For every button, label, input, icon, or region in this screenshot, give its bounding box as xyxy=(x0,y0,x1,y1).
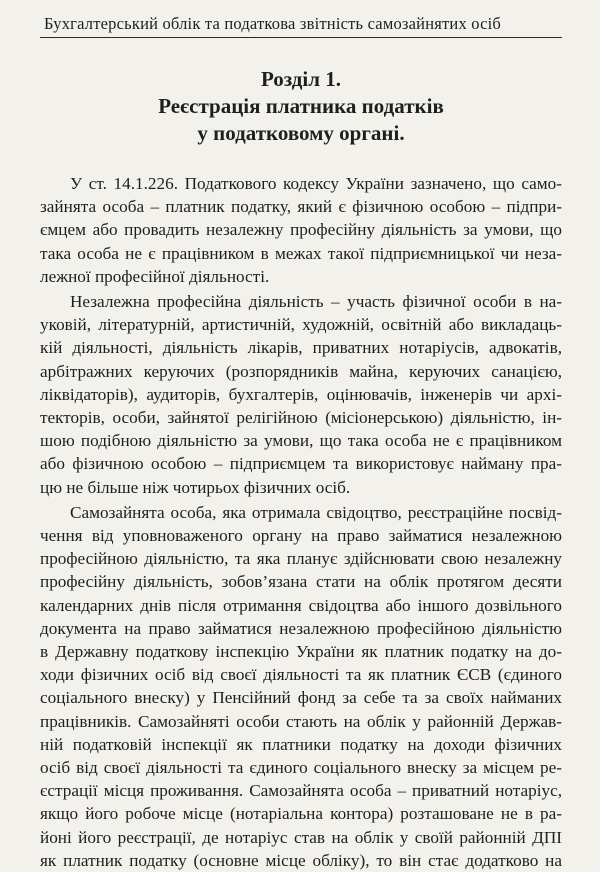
text-line: ходи фізичних осіб від своєї діяльності та як платник ЄСВ (єдиного xyxy=(40,665,562,685)
text-line: шою подібною діяльністю за умови, що така особа не є працівником xyxy=(40,431,562,451)
running-head: Бухгалтерський облік та податкова звітність самозайнятих осіб xyxy=(40,14,562,38)
section-title-line-1: Реєстрація платника податків xyxy=(158,94,444,118)
section-title-line-2: у податковому органі. xyxy=(197,121,405,145)
text-line: календарних днів після отримання свідоцтва або іншого дозвільного xyxy=(40,595,562,615)
paragraph-2 xyxy=(40,290,562,499)
text-line: уковій, літературній, артистичній, художній, освітній або викладаць- xyxy=(40,315,562,335)
section-number: Розділ 1. xyxy=(260,67,342,91)
text-line: Незалежна професійна діяльність – участь фізичної особи в на- xyxy=(70,292,562,312)
text-line: зайнята особа – платник податку, який є фізичною особою – підпри- xyxy=(40,197,562,217)
section-heading xyxy=(40,66,562,147)
text-line: цю не більше ніж чотирьох фізичних осіб. xyxy=(40,477,351,497)
text-line: У ст. 14.1.226. Податкового кодексу України зазначено, що само- xyxy=(70,174,562,193)
text-line: ліквідаторів), аудиторів, бухгалтерів, оцінювачів, інженерів чи архі- xyxy=(40,384,562,404)
text-line: якщо його робоче місце (нотаріальна контора) розташоване не в ра- xyxy=(40,804,562,824)
text-line: лежної професійної діяльності. xyxy=(40,266,270,286)
paragraph-1 xyxy=(40,172,562,288)
paragraph-3 xyxy=(40,501,562,872)
text-line: осіб від своєї діяльності та єдиного соціального внеску за місцем ре- xyxy=(40,758,562,778)
text-line: працівників. Самозайняті особи стають на облік у районній Держав- xyxy=(40,711,562,731)
text-line: кій діяльності, діяльність лікарів, приватних нотаріусів, адвокатів, xyxy=(40,338,562,358)
text-line: йоні його реєстрації, де нотаріус став на облік у своїй районній ДПІ xyxy=(40,827,562,847)
text-line: ній податковій інспекції як платники податку на доходи фізичних xyxy=(40,734,562,754)
text-line: чення від уповноваженого органу на право займатися незалежною xyxy=(40,526,562,546)
body-text xyxy=(40,172,562,872)
text-line: текторів, особи, зайнятої релігійною (місіонерською) діяльністю, ін- xyxy=(40,408,562,428)
text-line: або фізичною особою – підприємцем та використовує найману пра- xyxy=(40,454,562,474)
text-line: соціального внеску) у Пенсійний фонд за себе та за своїх найманих xyxy=(40,688,562,708)
text-line: професійною діяльністю, та яка планує здійснювати свою незалежну xyxy=(40,549,562,569)
text-line: ємцем або провадить незалежну професійну діяльність за умови, що xyxy=(40,220,562,240)
text-line: в Державну податкову інспекцію України як платник податку на до- xyxy=(40,642,562,662)
text-line: документа на право займатися незалежною професійною діяльністю xyxy=(40,618,562,638)
text-line: Самозайнята особа, яка отримала свідоцтво, реєстраційне посвід- xyxy=(70,502,562,522)
text-line: така особа не є працівником в межах такої підприємницької чи неза- xyxy=(40,243,562,263)
text-line: арбітражних керуючих (розпорядників майна, керуючих санацією, xyxy=(40,361,562,381)
text-line: як платник податку (основне місце обліку), то він стає додатково на xyxy=(40,850,562,870)
text-line: єстрації місця проживання. Самозайнята особа – приватний нотаріус, xyxy=(40,781,562,801)
text-line: професійну діяльність, зобов’язана стати на облік протягом десяти xyxy=(40,572,562,592)
